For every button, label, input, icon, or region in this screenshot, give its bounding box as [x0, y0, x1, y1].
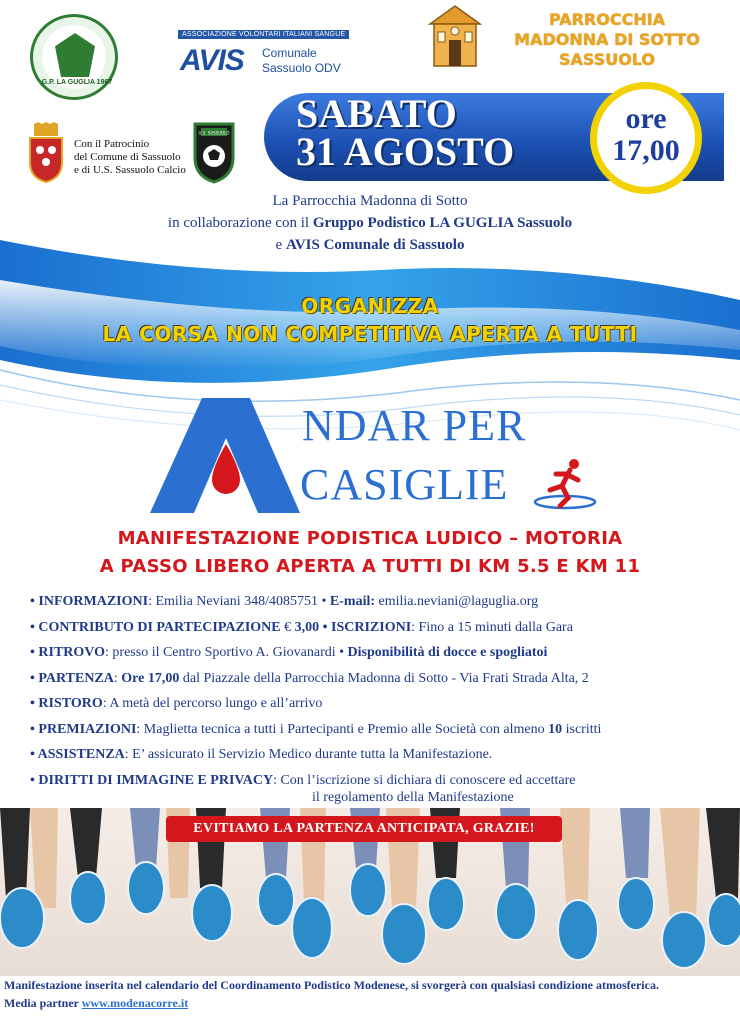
ore-label: ore — [625, 102, 667, 135]
footer-note: Manifestazione inserita nel calendario del Coordinamento Podistico Modenese, si svorgerà con qualsiasi condizione atmosferica. — [4, 978, 659, 992]
patronage-text — [74, 138, 186, 177]
avis-sassuolo: Sassuolo ODV — [262, 61, 341, 75]
info-row-ritrovo: • RITROVO: presso il Centro Sportivo A. Giovanardi • Disponibilità di docce e spogliatoi — [30, 645, 548, 660]
patronage-line-3: e di U.S. Sassuolo Calcio — [74, 164, 186, 176]
sassuolo-calcio-icon — [193, 122, 235, 184]
guglia-logo-text: G.P. LA GUGLIA 1967 — [41, 79, 113, 86]
info-row-premiazioni: • PREMIAZIONI: Maglietta tecnica a tutti i Partecipanti e Premio alle Società con almeno 10 iscritti — [30, 721, 602, 737]
event-day: SABATO — [296, 91, 457, 136]
info-list — [30, 592, 730, 814]
organizza-heading: ORGANIZZA — [301, 294, 439, 318]
guglia-logo — [30, 14, 118, 100]
info-row-contributo: • CONTRIBUTO DI PARTECIPAZIONE € 3,00 • ISCRIZIONI: Fino a 15 minuti dalla Gara — [30, 619, 573, 635]
intro-line-3: e AVIS Comunale di Sassuolo — [275, 237, 465, 253]
title-line-1: NDAR PER — [302, 401, 527, 450]
intro-line-1: La Parrocchia Madonna di Sotto — [272, 193, 468, 209]
media-partner-label: Media partner — [4, 996, 82, 1010]
info-row-diritti: • DIRITTI DI IMMAGINE E PRIVACY: Con l’iscrizione si dichiara di conoscere ed accettare — [30, 772, 576, 788]
avis-wordmark: AVIS — [180, 44, 244, 77]
avis-comunale: Comunale — [262, 46, 317, 60]
time-badge — [590, 82, 702, 194]
evitiamo-banner: EVITIAMO LA PARTENZA ANTICIPATA, GRAZIE! — [166, 816, 562, 842]
corsa-heading: LA CORSA NON COMPETITIVA APERTA A TUTTI — [102, 322, 638, 346]
comune-crest-icon — [26, 122, 66, 184]
media-partner — [4, 996, 188, 1011]
parrocchia-line-3: SASSUOLO — [558, 50, 656, 69]
manifestazione-line-2: A PASSO LIBERO APERTA A TUTTI DI KM 5.5 E KM 11 — [99, 556, 641, 577]
parrocchia-line-2: MADONNA DI SOTTO — [514, 30, 700, 49]
parrocchia-title — [493, 10, 721, 70]
avis-comunale-text — [262, 46, 341, 76]
avis-tagline: ASSOCIAZIONE VOLONTARI ITALIANI SANGUE — [178, 30, 349, 39]
church-icon — [426, 4, 484, 68]
title-line-2: CASIGLIE — [300, 460, 509, 509]
patronage-line-2: del Comune di Sassuolo — [74, 151, 181, 163]
parrocchia-line-1: PARROCCHIA — [548, 10, 666, 29]
avis-drop-a-icon — [150, 398, 300, 513]
manifestazione-line-1: MANIFESTAZIONE PODISTICA LUDICO – MOTORIA — [117, 528, 623, 549]
runner-icon — [532, 456, 598, 512]
media-partner-link[interactable]: www.modenacorre.it — [81, 996, 189, 1010]
event-time: 17,00 — [612, 134, 680, 167]
info-row-partenza: • PARTENZA: Ore 17,00 dal Piazzale della Parrocchia Madonna di Sotto - Via Frati Strada Alta, 2 — [30, 670, 589, 686]
date-text — [296, 91, 586, 174]
info-row-ristoro: • RISTORO: A metà del percorso lungo e all’arrivo — [30, 696, 323, 711]
sassuolo-badge-text: U.S. SASSUOLO — [198, 130, 230, 136]
info-row-informazioni: • INFORMAZIONI: Emilia Neviani 348/4085751 • E-mail: emilia.neviani@laguglia.org — [30, 594, 539, 609]
info-row-assistenza: • ASSISTENZA: E’ assicurato il Servizio Medico durante tutta la Manifestazione. — [30, 747, 493, 762]
intro-line-2: in collaborazione con il Gruppo Podistico LA GUGLIA Sassuolo — [167, 215, 573, 231]
guglia-emblem-icon — [55, 33, 95, 77]
patronage-line-1: Con il Patrocinio — [74, 138, 150, 150]
info-row-diritti-cont: il regolamento della Manifestazione — [312, 790, 514, 805]
event-date: 31 AGOSTO — [296, 129, 515, 174]
